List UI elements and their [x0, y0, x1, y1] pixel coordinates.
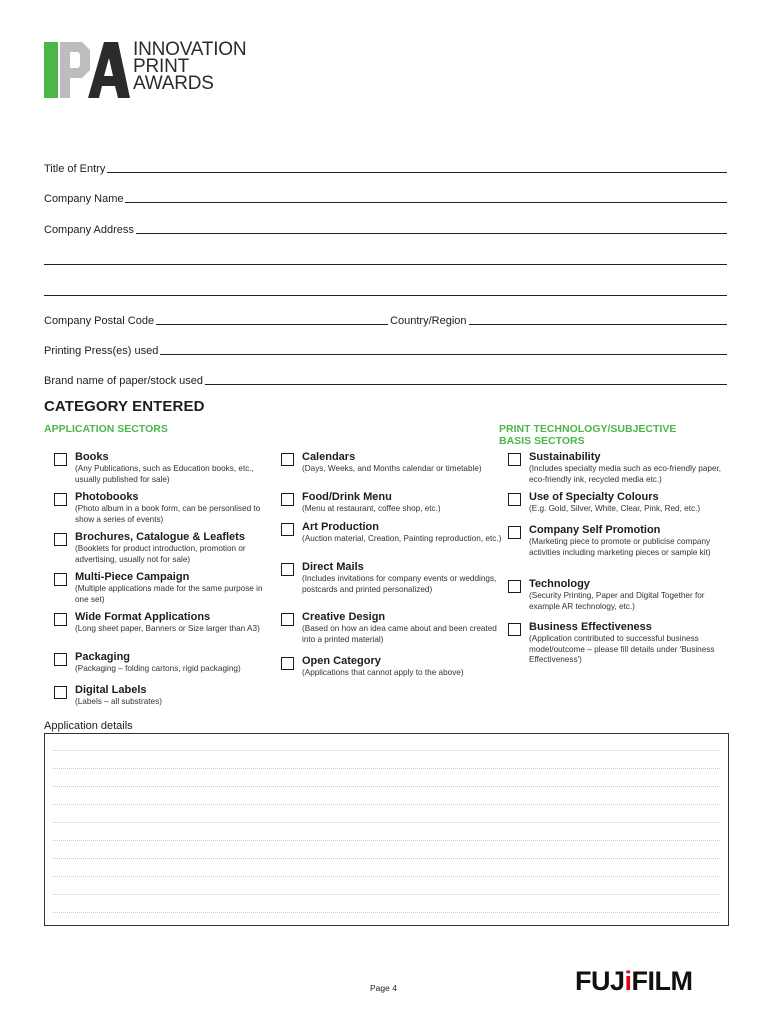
category-checkbox[interactable]: [508, 453, 521, 466]
postal-country-field[interactable]: [44, 312, 727, 328]
details-rule: [53, 912, 720, 913]
country-region-line[interactable]: [469, 324, 728, 325]
category-checkbox[interactable]: [281, 523, 294, 536]
category-checkbox[interactable]: [54, 686, 67, 699]
category-name: Packaging: [75, 651, 131, 663]
title-of-entry-field[interactable]: [44, 160, 727, 176]
category-name: Photobooks: [75, 491, 139, 503]
print-tech-heading-line-1: PRINT TECHNOLOGY/SUBJECTIVE: [499, 423, 677, 435]
category-name: Direct Mails: [302, 561, 364, 573]
category-checkbox[interactable]: [508, 493, 521, 506]
brand-paper-field[interactable]: [44, 372, 727, 388]
company-address-line[interactable]: [136, 233, 727, 234]
category-description: (Based on how an idea came about and been created into a printed material): [302, 624, 497, 644]
address-line-3-rule[interactable]: [44, 295, 727, 296]
category-name: Creative Design: [302, 611, 386, 623]
category-checkbox[interactable]: [54, 573, 67, 586]
category-description: (Menu at restaurant, coffee shop, etc.): [302, 504, 441, 513]
category-description: (Days, Weeks, and Months calendar or timetable): [302, 464, 482, 473]
category-description: (Auction material, Creation, Painting reproduction, etc.): [302, 534, 502, 543]
category-description: (Multiple applications made for the same purpose in one set): [75, 584, 263, 604]
logo-line-1: INNOVATION: [133, 39, 247, 60]
brand-right: FILM: [631, 966, 693, 996]
details-rule: [53, 894, 720, 895]
title-of-entry-line[interactable]: [107, 172, 727, 173]
print-tech-heading-line-2: BASIS SECTORS: [499, 435, 585, 447]
category-name: Digital Labels: [75, 684, 147, 696]
category-name: Brochures, Catalogue & Leaflets: [75, 531, 245, 543]
details-rule: [53, 786, 720, 787]
category-description: (Includes invitations for company events or weddings, postcards and printed personalized): [302, 574, 497, 594]
details-rule: [53, 822, 720, 823]
category-checkbox[interactable]: [508, 580, 521, 593]
category-checkbox[interactable]: [508, 526, 521, 539]
details-rule: [53, 804, 720, 805]
address-line-2-rule[interactable]: [44, 264, 727, 265]
fujifilm-logo: [575, 966, 693, 997]
category-description: (Long sheet paper, Banners or Size larger than A3): [75, 624, 260, 633]
category-description: (Booklets for product introduction, promotion or advertising, usually not for sale): [75, 544, 246, 564]
category-description: (Security Printing, Paper and Digital Together for example AR technology, etc.): [529, 591, 705, 611]
application-sectors-heading: APPLICATION SECTORS: [44, 423, 168, 435]
category-checkbox[interactable]: [281, 453, 294, 466]
category-checkbox[interactable]: [281, 613, 294, 626]
company-address-field[interactable]: [44, 221, 727, 237]
category-name: Multi-Piece Campaign: [75, 571, 190, 583]
category-checkbox[interactable]: [281, 657, 294, 670]
details-rule: [53, 750, 720, 751]
category-checkbox[interactable]: [54, 453, 67, 466]
category-name: Sustainability: [529, 451, 601, 463]
category-name: Business Effectiveness: [529, 621, 652, 633]
details-rule: [53, 768, 720, 769]
category-description: (Labels – all substrates): [75, 697, 162, 706]
details-rule: [53, 840, 720, 841]
brand-left: FUJ: [575, 966, 625, 996]
category-name: Art Production: [302, 521, 379, 533]
category-name: Books: [75, 451, 109, 463]
category-checkbox[interactable]: [281, 493, 294, 506]
category-description: (Includes specialty media such as eco-friendly paper, eco-friendly ink, recycled media etc.): [529, 464, 722, 484]
category-checkbox[interactable]: [54, 533, 67, 546]
category-name: Technology: [529, 578, 590, 590]
postal-code-label: Company Postal Code: [44, 315, 155, 327]
page-number: Page 4: [370, 983, 397, 993]
category-checkbox[interactable]: [54, 613, 67, 626]
category-checkbox[interactable]: [508, 623, 521, 636]
logo-line-3: AWARDS: [133, 73, 214, 94]
category-name: Calendars: [302, 451, 356, 463]
category-description: (Applications that cannot apply to the above): [302, 668, 464, 677]
category-name: Company Self Promotion: [529, 524, 661, 536]
company-address-label: Company Address: [44, 224, 134, 236]
brand-paper-label: Brand name of paper/stock used: [44, 375, 203, 387]
title-of-entry-label: Title of Entry: [44, 163, 106, 175]
ipa-logo-icon: [44, 40, 130, 100]
brand-paper-line[interactable]: [205, 384, 727, 385]
category-description: (Packaging – folding cartons, rigid packaging): [75, 664, 241, 673]
details-rule: [53, 858, 720, 859]
category-description: (Marketing piece to promote or publicise company activities including marketing pieces or sample kit): [529, 537, 711, 557]
company-address-line-2[interactable]: [44, 252, 727, 268]
country-region-label: Country/Region: [390, 315, 467, 327]
innovation-print-awards-logo: [44, 40, 284, 100]
logo-line-2: PRINT: [133, 56, 190, 77]
category-description: (Any Publications, such as Education books, etc., usually published for sale): [75, 464, 254, 484]
category-name: Wide Format Applications: [75, 611, 211, 623]
category-entered-title: CATEGORY ENTERED: [44, 398, 205, 415]
printing-press-field[interactable]: [44, 342, 727, 358]
details-rule: [53, 876, 720, 877]
application-details-textarea[interactable]: [44, 733, 729, 926]
category-name: Food/Drink Menu: [302, 491, 392, 503]
category-name: Use of Specialty Colours: [529, 491, 659, 503]
category-checkbox[interactable]: [281, 563, 294, 576]
printing-press-line[interactable]: [160, 354, 727, 355]
company-name-line[interactable]: [125, 202, 727, 203]
category-checkbox[interactable]: [54, 653, 67, 666]
category-description: (Photo album in a book form, can be personlised to show a series of events): [75, 504, 261, 524]
postal-code-line[interactable]: [156, 324, 388, 325]
company-name-label: Company Name: [44, 193, 124, 205]
company-address-line-3[interactable]: [44, 283, 727, 299]
category-checkbox[interactable]: [54, 493, 67, 506]
brand-accent: i: [624, 966, 632, 996]
print-tech-heading: [499, 423, 676, 447]
category-name: Open Category: [302, 655, 381, 667]
category-description: (Application contributed to successful business model/outcome – please fill details under 'Business Effectiveness'): [529, 634, 715, 664]
category-description: (E.g. Gold, Silver, White, Clear, Pink, Red, etc.): [529, 504, 701, 513]
company-name-field[interactable]: [44, 190, 727, 206]
printing-press-label: Printing Press(es) used: [44, 345, 159, 357]
application-details-label: Application details: [44, 720, 133, 732]
